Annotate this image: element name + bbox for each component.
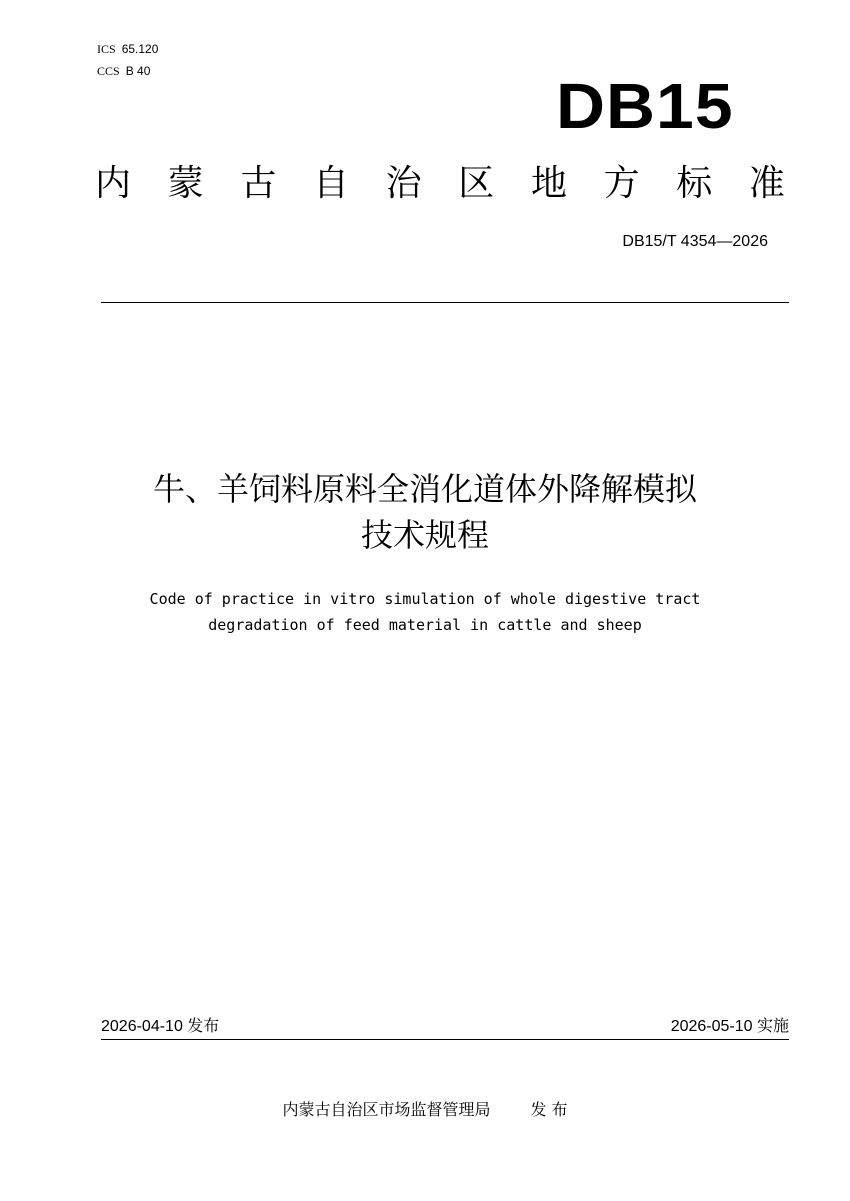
top-divider <box>101 302 789 303</box>
ccs-code <box>97 64 150 79</box>
standard-number: DB15/T 4354—2026 <box>622 233 768 250</box>
ccs-value: B 40 <box>125 64 151 78</box>
ics-value: 65.120 <box>121 42 159 56</box>
publish-action: 发 布 <box>530 1100 568 1119</box>
standard-type-char: 标 <box>676 163 713 204</box>
title-en-line1: Code of practice in vitro simulation of whole digestive tract <box>149 590 701 608</box>
issue-date: 2026-04-10 发布 <box>101 1018 220 1035</box>
ccs-label: CCS <box>97 64 120 78</box>
standard-type-char: 内 <box>95 163 132 204</box>
bottom-divider <box>101 1039 789 1040</box>
standard-type-char: 治 <box>385 163 422 204</box>
db15-logo: DB15 <box>556 70 734 142</box>
implementation-date: 2026-05-10 实施 <box>670 1018 789 1035</box>
publisher-org: 内蒙古自治区市场监督管理局 <box>282 1100 491 1119</box>
standard-type-char: 古 <box>240 163 277 204</box>
standard-type-char: 区 <box>458 163 495 204</box>
standard-type-char: 方 <box>603 163 640 204</box>
standard-type-char: 地 <box>530 163 567 204</box>
standard-type-char: 蒙 <box>167 163 204 204</box>
title-en-line2: degradation of feed material in cattle and sheep <box>208 616 642 634</box>
standard-type-char: 准 <box>748 163 785 204</box>
standard-type-char: 自 <box>312 163 349 204</box>
title-zh-line1: 牛、羊饲料原料全消化道体外降解模拟 <box>152 470 697 508</box>
ics-code <box>97 42 158 57</box>
publisher-line <box>0 1099 850 1121</box>
standard-type-title <box>95 160 785 208</box>
ics-label: ICS <box>97 42 116 56</box>
title-zh-line2: 技术规程 <box>360 516 489 554</box>
